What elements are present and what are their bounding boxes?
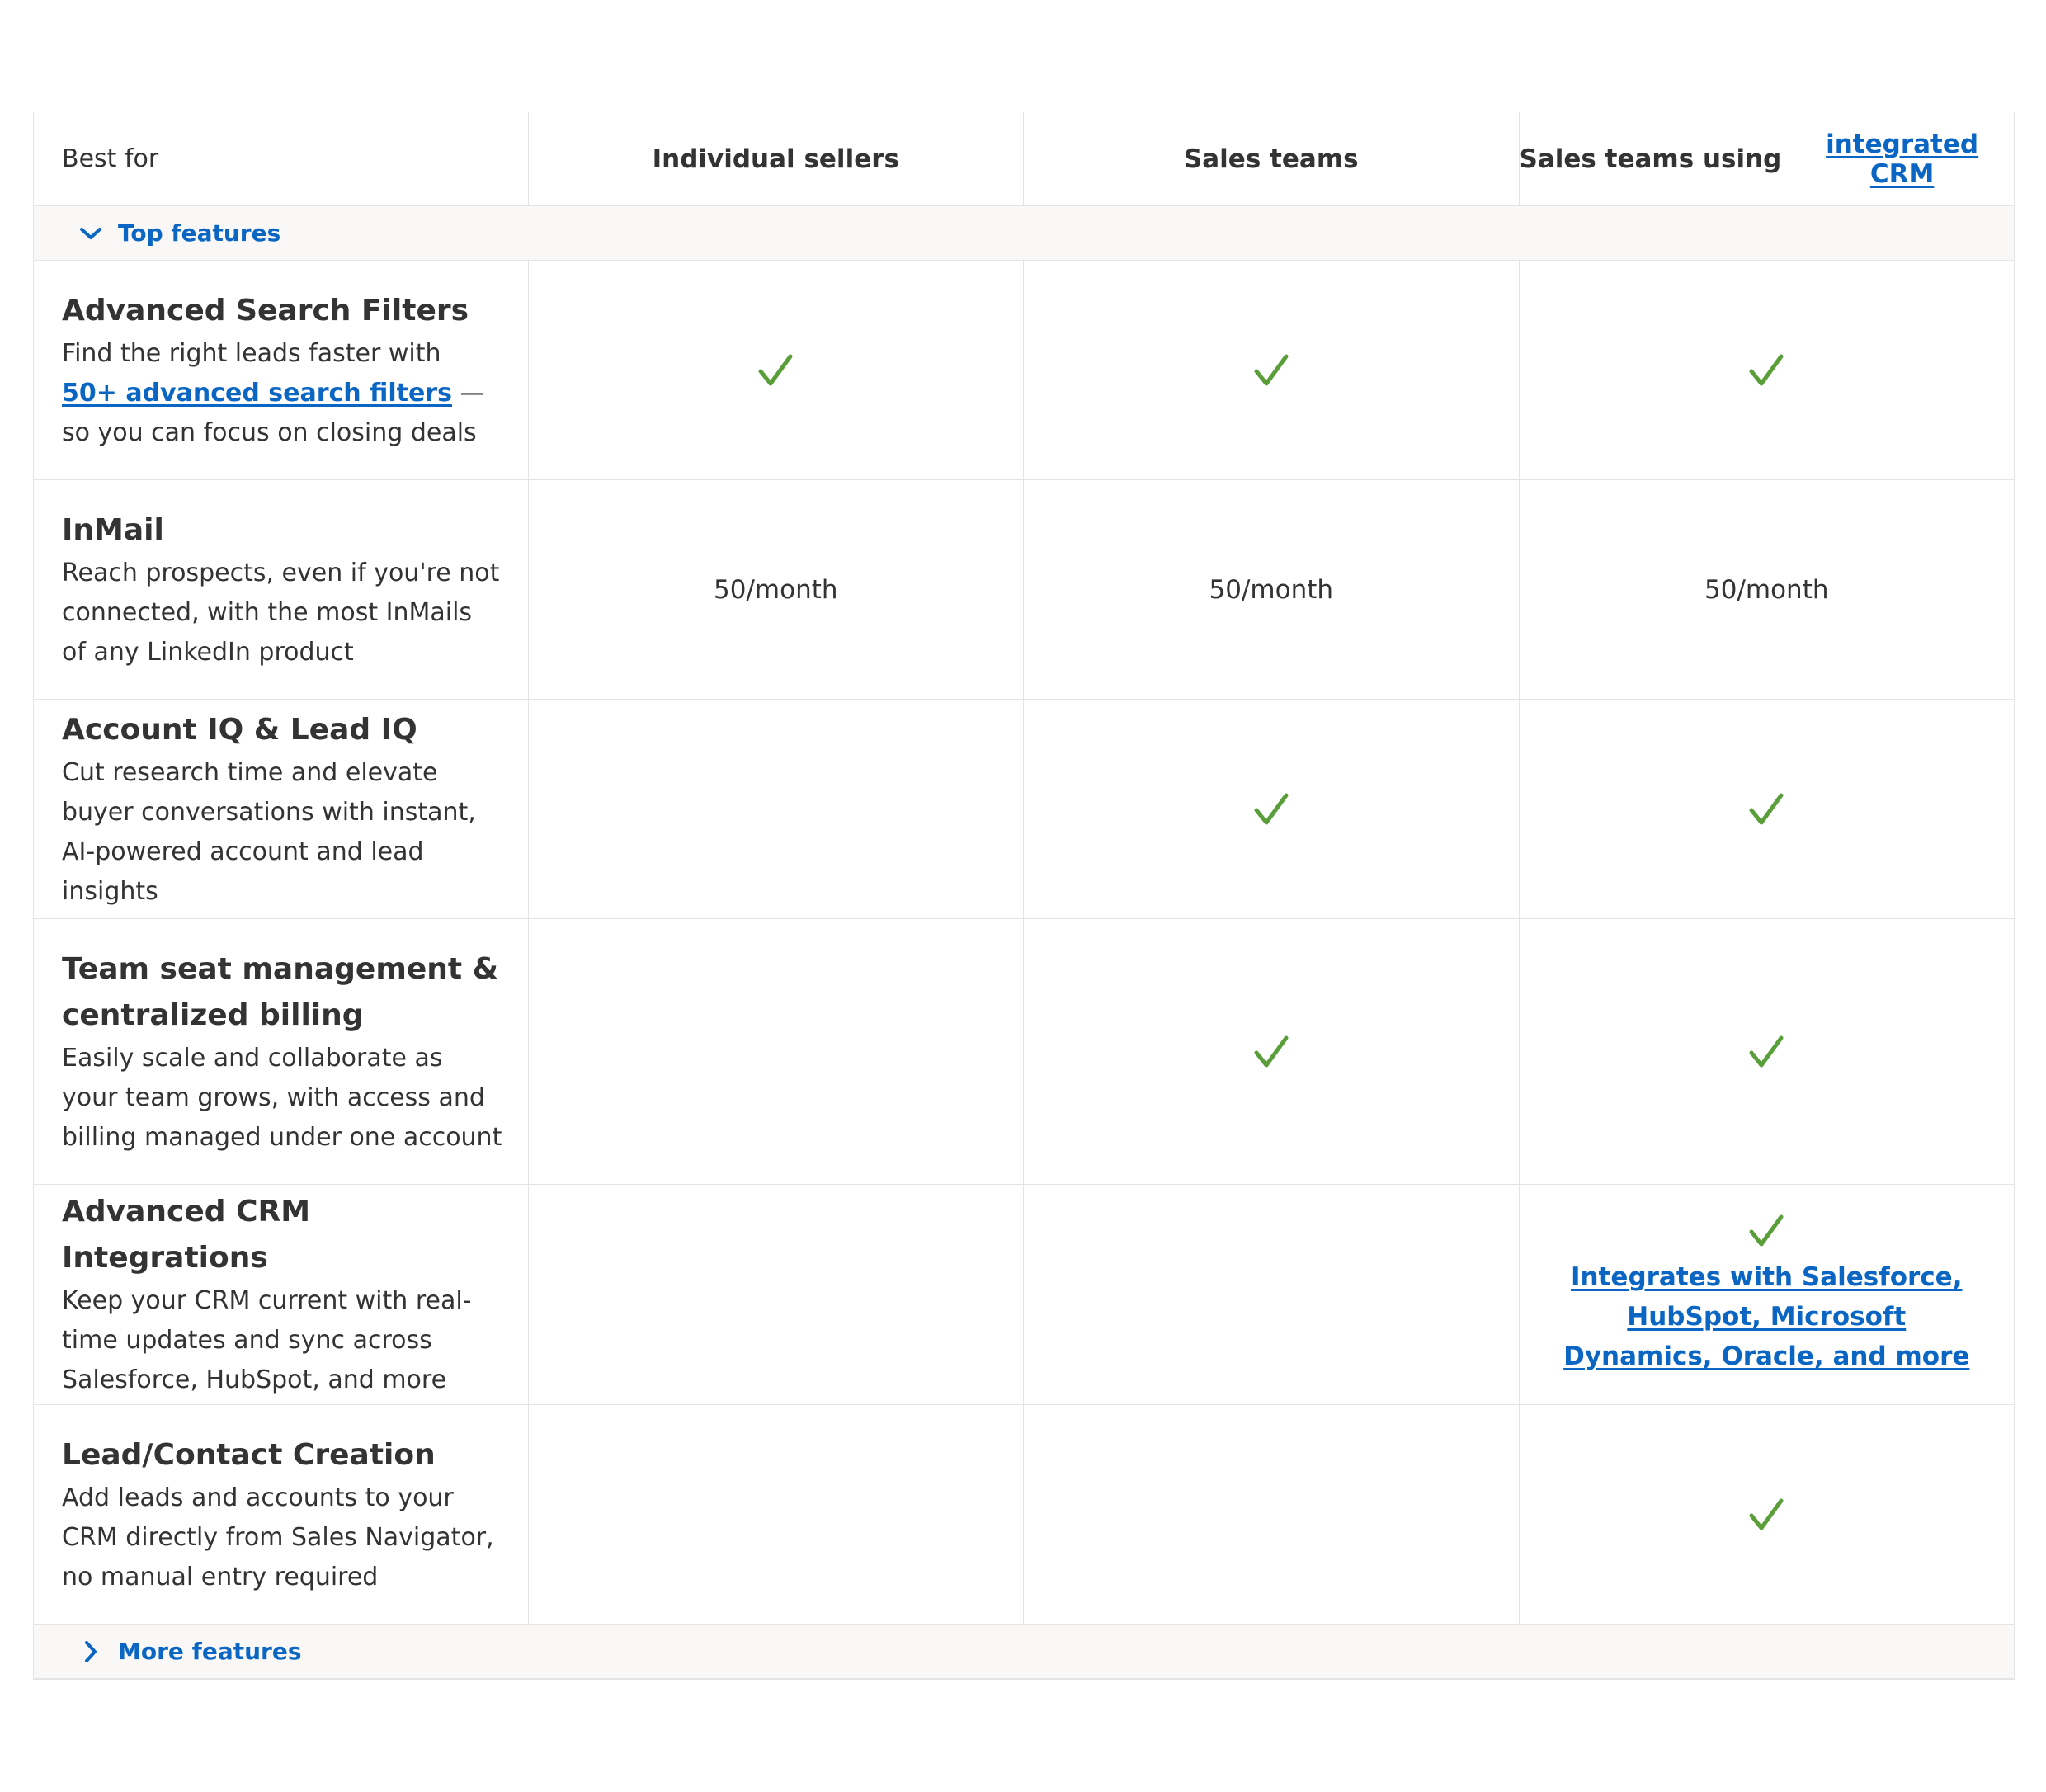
- inmail-value: 50/month: [1209, 574, 1334, 605]
- crm-integrations-link[interactable]: Integrates with Salesforce, HubSpot, Microsoft Dynamics, Oracle, and more: [1563, 1262, 1970, 1371]
- table-row: [34, 261, 2014, 480]
- plan-cell: [1024, 261, 1519, 479]
- integrated-crm-link[interactable]: integrated CRM: [1826, 129, 1979, 189]
- feature-desc-text: — so you can focus on closing deals: [62, 378, 485, 447]
- plan-cell-empty: [1024, 1405, 1519, 1624]
- plan-comparison-table: [33, 112, 2015, 1680]
- plan-name: Sales teams: [1183, 144, 1359, 174]
- plan-cell: [1520, 480, 2014, 699]
- feature-cell: [34, 700, 529, 918]
- best-for-label: Best for: [34, 112, 529, 205]
- plan-cell: [529, 261, 1024, 479]
- table-row: [34, 1405, 2014, 1625]
- plan-cell: [1024, 700, 1519, 918]
- plan-cell: [1024, 919, 1519, 1184]
- chevron-down-icon: [75, 226, 106, 241]
- feature-title: Lead/Contact Creation: [62, 1437, 436, 1472]
- plan-cell-empty: [529, 700, 1024, 918]
- feature-description: Cut research time and elevate buyer conversations with instant, AI-powered account and lead insights: [62, 757, 476, 906]
- feature-description: Easily scale and collaborate as your team grows, with access and billing managed under one account: [62, 1043, 502, 1152]
- plan-cell: [1024, 480, 1519, 699]
- feature-title: Advanced Search Filters: [62, 293, 469, 328]
- feature-description: [62, 334, 503, 453]
- feature-cell: [34, 261, 529, 479]
- table-header-row: [34, 112, 2014, 206]
- check-icon: [1253, 1034, 1289, 1070]
- more-features-label: More features: [118, 1638, 302, 1665]
- check-icon: [1748, 791, 1784, 828]
- search-filters-link[interactable]: 50+ advanced search filters: [62, 378, 452, 408]
- feature-cell: [34, 480, 529, 699]
- plan-name-prefix: Sales teams using: [1519, 144, 1791, 174]
- top-features-toggle[interactable]: [34, 206, 2014, 261]
- plan-name: Individual sellers: [652, 144, 899, 174]
- top-features-label: Top features: [118, 219, 281, 247]
- check-icon: [1253, 791, 1289, 828]
- plan-cell-empty: [529, 1405, 1024, 1624]
- feature-title: InMail: [62, 512, 164, 547]
- check-icon: [757, 352, 794, 389]
- plan-cell: [1520, 700, 2014, 918]
- feature-cell: [34, 1185, 529, 1404]
- more-features-toggle[interactable]: [34, 1625, 2014, 1679]
- check-icon: [1748, 1213, 1784, 1249]
- table-row: [34, 480, 2014, 700]
- plan-cell: [1520, 919, 2014, 1184]
- table-row: [34, 1185, 2014, 1405]
- plan-header-teams: [1024, 112, 1519, 205]
- feature-description: Add leads and accounts to your CRM directly from Sales Navigator, no manual entry required: [62, 1483, 494, 1592]
- feature-title: Account IQ & Lead IQ: [62, 712, 417, 747]
- feature-title: Team seat management & centralized billing: [62, 951, 499, 1032]
- feature-title: Advanced CRM Integrations: [62, 1195, 311, 1275]
- check-icon: [1748, 1497, 1784, 1533]
- plan-cell-empty: [529, 1185, 1024, 1404]
- chevron-right-icon: [75, 1640, 106, 1663]
- feature-cell: [34, 1405, 529, 1624]
- plan-header-individual: [529, 112, 1024, 205]
- feature-description: Reach prospects, even if you're not connected, with the most InMails of any LinkedIn product: [62, 558, 500, 667]
- plan-cell-empty: [529, 919, 1024, 1184]
- feature-cell: [34, 919, 529, 1184]
- feature-desc-text: Find the right leads faster with: [62, 338, 441, 368]
- plan-header-crm: [1520, 112, 2014, 205]
- plan-cell: [529, 480, 1024, 699]
- check-icon: [1748, 352, 1784, 389]
- check-icon: [1748, 1034, 1784, 1070]
- plan-cell: [1520, 1405, 2014, 1624]
- feature-description: Keep your CRM current with real-time updates and sync across Salesforce, HubSpot, and more: [62, 1286, 472, 1394]
- plan-cell: [1520, 1185, 2014, 1404]
- plan-cell-empty: [1024, 1185, 1519, 1404]
- plan-cell: [1520, 261, 2014, 479]
- table-row: [34, 919, 2014, 1185]
- check-icon: [1253, 352, 1289, 389]
- inmail-value: 50/month: [1704, 574, 1829, 605]
- table-row: [34, 700, 2014, 919]
- inmail-value: 50/month: [714, 574, 838, 605]
